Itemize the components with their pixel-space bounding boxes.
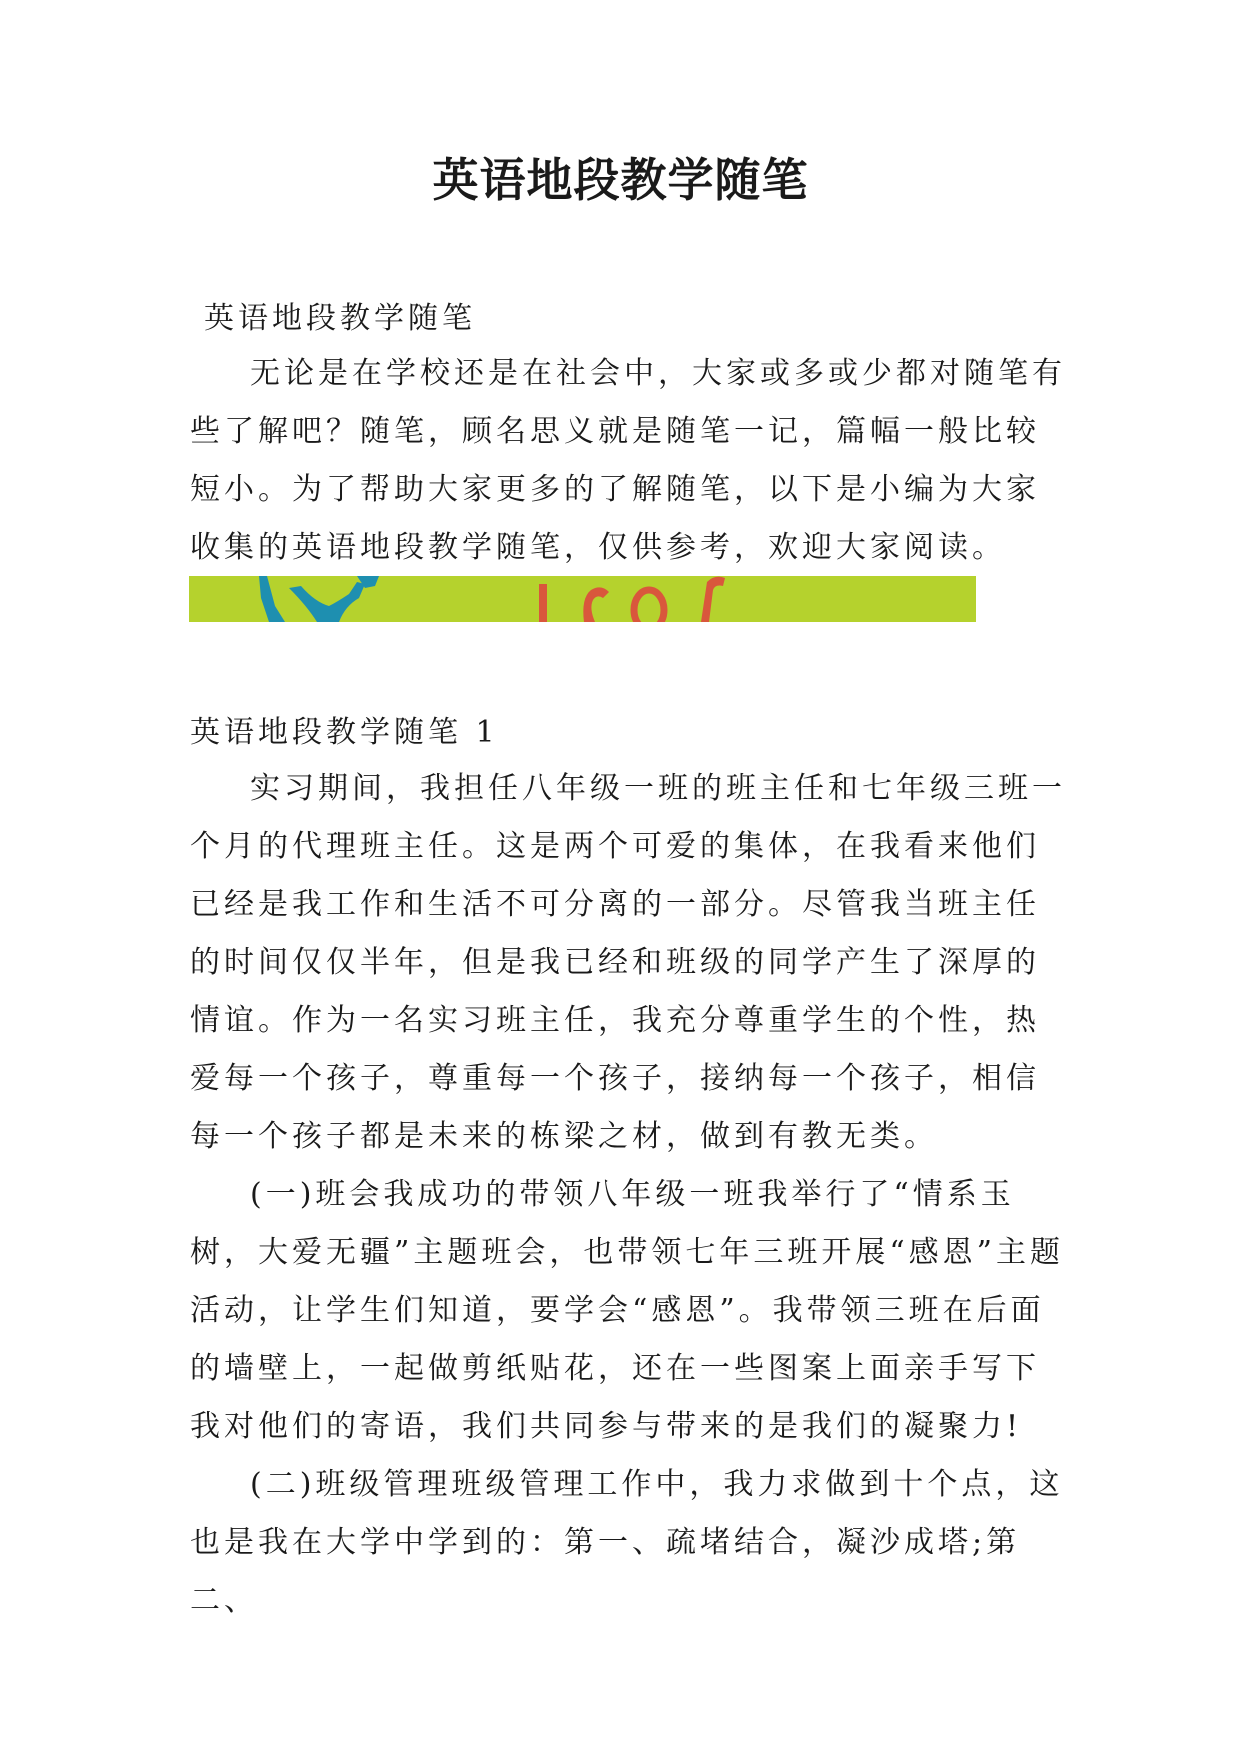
intro-paragraph: 无论是在学校还是在社会中，大家或多或少都对随笔有些了解吧？随笔，顾名思义就是随笔一记，篇幅一般比较短小。为了帮助大家更多的了解随笔，以下是小编为大家收集的英语地段教学随笔，仅供参考，欢迎大家阅读。 (190, 356, 1066, 565)
document-subtitle: 英语地段教学随笔 (204, 301, 476, 336)
section1-heading: 英语地段教学随笔 1 (190, 715, 499, 750)
banner-image (189, 576, 976, 622)
cheering-figure-banner-icon (189, 576, 976, 622)
document-title: 英语地段教学随笔 (432, 153, 809, 207)
section1-paragraph-1: 实习期间，我担任八年级一班的班主任和七年级三班一个月的代理班主任。这是两个可爱的集体，在我看来他们已经是我工作和生活不可分离的一部分。尽管我当班主任的时间仅仅半年，但是我已经和班级的同学产生了深厚的情谊。作为一名实习班主任，我充分尊重学生的个性，热爱每一个孩子，尊重每一个孩子，接纳每一个孩子，相信每一个孩子都是未来的栋梁之材，做到有教无类。 (190, 771, 1066, 1154)
section1-paragraph-2: (一)班会我成功的带领八年级一班我举行了“情系玉树，大爱无疆”主题班会，也带领七年三班开展“感恩”主题活动，让学生们知道，要学会“感恩”。我带领三班在后面的墙壁上，一起做剪纸贴花，还在一些图案上面亲手写下我对他们的寄语，我们共同参与带来的是我们的凝聚力! (190, 1177, 1065, 1444)
section1-paragraph-3: (二)班级管理班级管理工作中，我力求做到十个点，这也是我在大学中学到的：第一、疏堵结合，凝沙成塔;第二、 (190, 1467, 1064, 1618)
section1-body (190, 760, 1070, 1630)
